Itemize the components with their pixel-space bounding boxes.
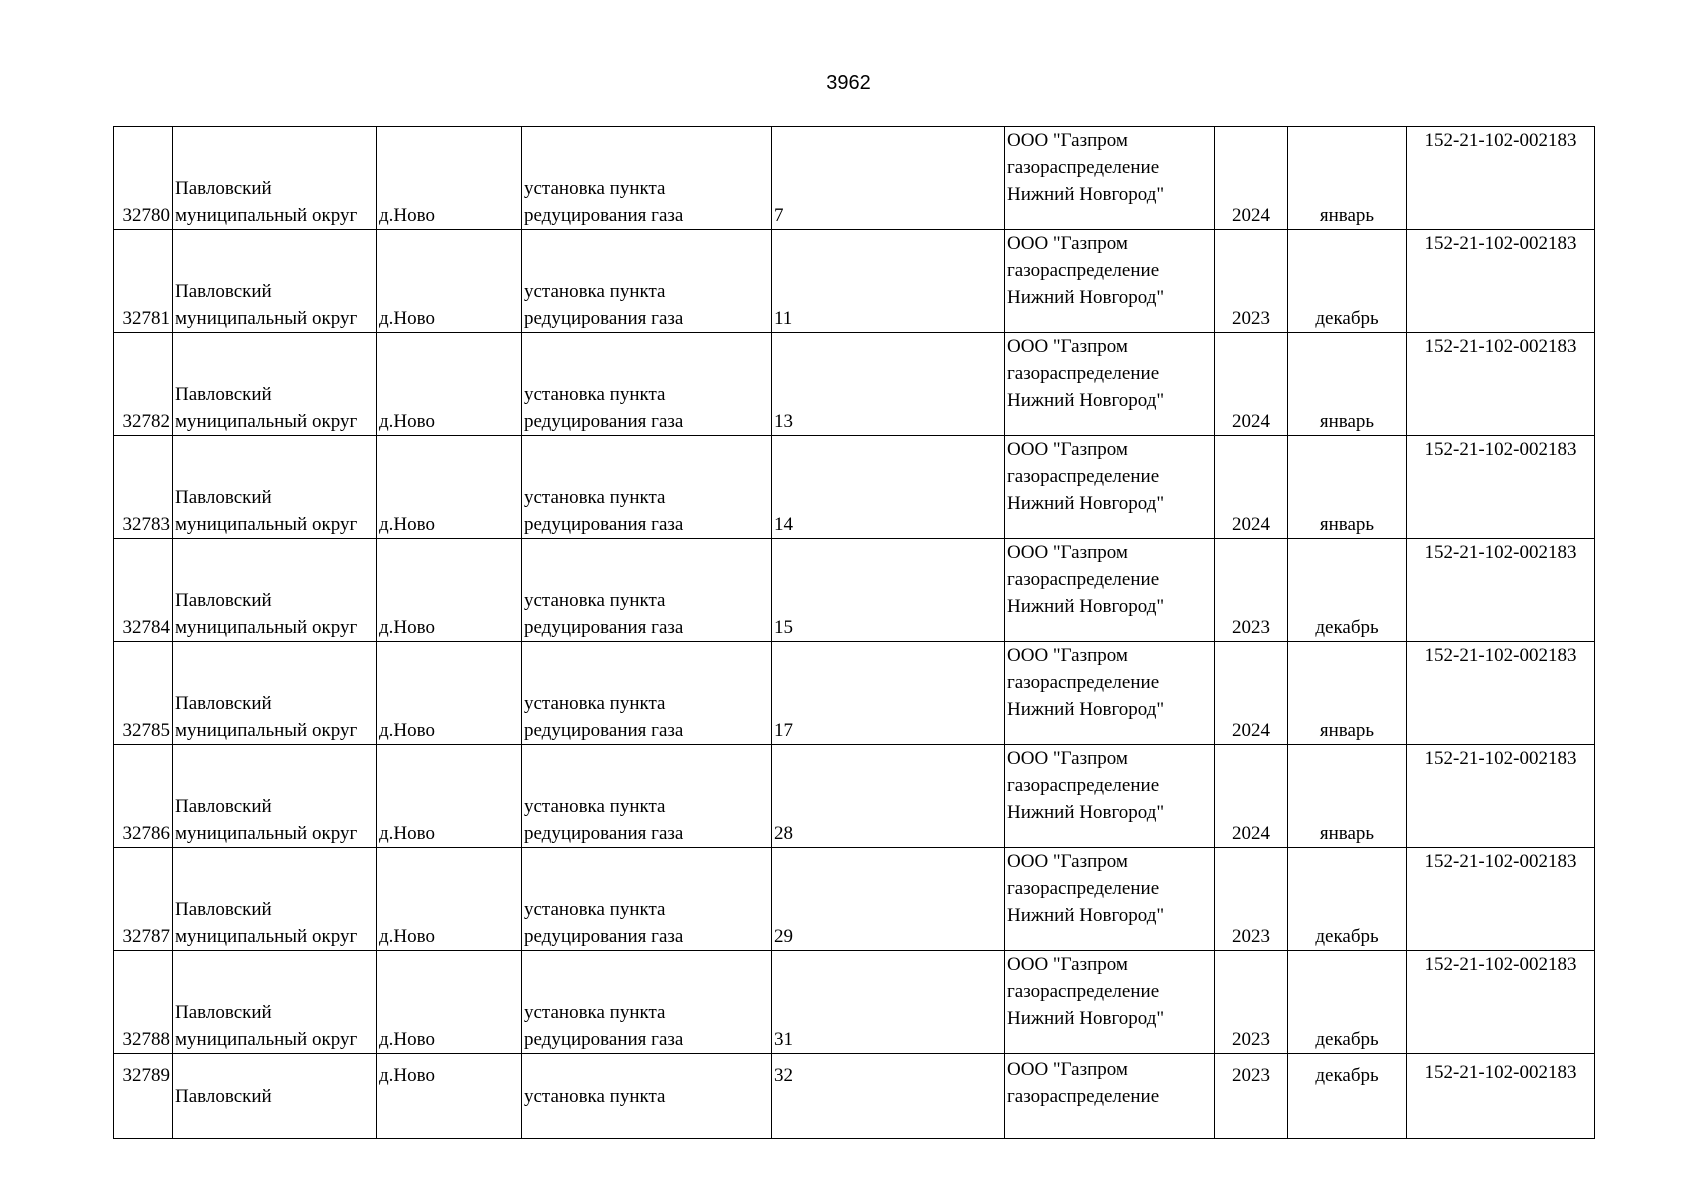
record-number: 32786 xyxy=(122,823,170,844)
district-cell xyxy=(173,745,377,848)
month: декабрь xyxy=(1315,926,1379,947)
work-type-line1: установка пункта xyxy=(524,590,666,611)
code-cell xyxy=(1407,127,1595,230)
house-number: 29 xyxy=(774,926,793,947)
table-row xyxy=(114,333,1595,436)
organization-line2: газораспределение xyxy=(1007,363,1160,384)
district-cell xyxy=(173,230,377,333)
organization-line1: ООО "Газпром xyxy=(1007,542,1128,563)
month-cell xyxy=(1288,642,1407,745)
table-row xyxy=(114,745,1595,848)
house-cell xyxy=(772,745,1005,848)
year: 2023 xyxy=(1232,1065,1270,1086)
year-cell xyxy=(1215,230,1288,333)
table-row xyxy=(114,436,1595,539)
district-cell xyxy=(173,951,377,1054)
registry-code: 152-21-102-002183 xyxy=(1424,645,1577,666)
organization-line1: ООО "Газпром xyxy=(1007,851,1128,872)
district-line1: Павловский xyxy=(175,384,272,405)
year-cell xyxy=(1215,642,1288,745)
district-line2: муниципальный округ xyxy=(175,926,358,947)
record-number: 32780 xyxy=(122,205,170,226)
work-type-cell xyxy=(522,745,772,848)
page-number: 3962 xyxy=(826,72,871,94)
work-type-line2: редуцирования газа xyxy=(524,514,684,535)
record-number-cell xyxy=(114,642,173,745)
house-number: 7 xyxy=(774,205,784,226)
code-cell xyxy=(1407,745,1595,848)
district-cell xyxy=(173,436,377,539)
organization-line1: ООО "Газпром xyxy=(1007,233,1128,254)
locality-cell xyxy=(377,848,522,951)
work-type-cell xyxy=(522,1054,772,1139)
organization-cell xyxy=(1005,539,1215,642)
registry-code: 152-21-102-002183 xyxy=(1424,748,1577,769)
organization-line1: ООО "Газпром xyxy=(1007,748,1128,769)
month: январь xyxy=(1319,514,1375,535)
locality-cell xyxy=(377,436,522,539)
organization-cell xyxy=(1005,951,1215,1054)
district-line2: муниципальный округ xyxy=(175,823,358,844)
district-cell xyxy=(173,539,377,642)
work-type-line1: установка пункта xyxy=(524,1002,666,1023)
record-number: 32785 xyxy=(122,720,170,741)
organization-line3: Нижний Новгород" xyxy=(1007,1008,1165,1029)
house-number: 15 xyxy=(774,617,793,638)
district-line1: Павловский xyxy=(175,693,272,714)
locality-cell xyxy=(377,1054,522,1139)
code-cell xyxy=(1407,333,1595,436)
code-cell xyxy=(1407,539,1595,642)
work-type-line1: установка пункта xyxy=(524,693,666,714)
work-type-cell xyxy=(522,951,772,1054)
record-number-cell xyxy=(114,230,173,333)
work-type-line2: редуцирования газа xyxy=(524,308,684,329)
house-number: 14 xyxy=(774,514,793,535)
year: 2023 xyxy=(1232,308,1270,329)
district-cell xyxy=(173,848,377,951)
locality-cell xyxy=(377,230,522,333)
registry-code: 152-21-102-002183 xyxy=(1424,130,1577,151)
district-cell xyxy=(173,1054,377,1139)
district-line1: Павловский xyxy=(175,899,272,920)
house-cell xyxy=(772,848,1005,951)
locality-cell xyxy=(377,745,522,848)
year-cell xyxy=(1215,333,1288,436)
record-number-cell xyxy=(114,539,173,642)
table-body xyxy=(114,127,1595,1139)
district-line1: Павловский xyxy=(175,1002,272,1023)
record-number: 32781 xyxy=(122,308,170,329)
organization-cell xyxy=(1005,230,1215,333)
organization-cell xyxy=(1005,436,1215,539)
house-cell xyxy=(772,127,1005,230)
work-type-line2: редуцирования газа xyxy=(524,823,684,844)
registry-table xyxy=(113,126,1595,1139)
month: январь xyxy=(1319,411,1375,432)
district-line2: муниципальный округ xyxy=(175,205,358,226)
locality-cell xyxy=(377,333,522,436)
record-number-cell xyxy=(114,951,173,1054)
month: январь xyxy=(1319,720,1375,741)
organization-cell xyxy=(1005,127,1215,230)
house-number: 11 xyxy=(774,308,793,329)
organization-line3: Нижний Новгород" xyxy=(1007,596,1165,617)
organization-line3: Нижний Новгород" xyxy=(1007,905,1165,926)
code-cell xyxy=(1407,436,1595,539)
organization-line2: газораспределение xyxy=(1007,260,1160,281)
record-number: 32789 xyxy=(122,1065,170,1086)
organization-line1: ООО "Газпром xyxy=(1007,336,1128,357)
organization-line3: Нижний Новгород" xyxy=(1007,390,1165,411)
organization-line2: газораспределение xyxy=(1007,569,1160,590)
registry-code: 152-21-102-002183 xyxy=(1424,439,1577,460)
house-cell xyxy=(772,436,1005,539)
record-number-cell xyxy=(114,333,173,436)
table-row xyxy=(114,951,1595,1054)
organization-line3: Нижний Новгород" xyxy=(1007,802,1165,823)
work-type-cell xyxy=(522,230,772,333)
registry-code: 152-21-102-002183 xyxy=(1424,336,1577,357)
record-number: 32784 xyxy=(122,617,170,638)
work-type-line1: установка пункта xyxy=(524,796,666,817)
district-line1: Павловский xyxy=(175,487,272,508)
house-number: 13 xyxy=(774,411,793,432)
work-type-line2: редуцирования газа xyxy=(524,720,684,741)
table-row xyxy=(114,127,1595,230)
organization-cell xyxy=(1005,333,1215,436)
house-cell xyxy=(772,642,1005,745)
work-type-line1: установка пункта xyxy=(524,384,666,405)
organization-line2: газораспределение xyxy=(1007,672,1160,693)
year: 2024 xyxy=(1232,411,1270,432)
locality-cell xyxy=(377,642,522,745)
work-type-line1: установка пункта xyxy=(524,281,666,302)
year: 2024 xyxy=(1232,205,1270,226)
organization-line3: Нижний Новгород" xyxy=(1007,699,1165,720)
work-type-cell xyxy=(522,436,772,539)
organization-line2: газораспределение xyxy=(1007,878,1160,899)
year: 2023 xyxy=(1232,617,1270,638)
year: 2024 xyxy=(1232,823,1270,844)
work-type-cell xyxy=(522,333,772,436)
organization-line1: ООО "Газпром xyxy=(1007,130,1128,151)
year-cell xyxy=(1215,127,1288,230)
work-type-line2: редуцирования газа xyxy=(524,205,684,226)
month-cell xyxy=(1288,230,1407,333)
year: 2023 xyxy=(1232,926,1270,947)
year: 2023 xyxy=(1232,1029,1270,1050)
year-cell xyxy=(1215,951,1288,1054)
month: декабрь xyxy=(1315,617,1379,638)
registry-code: 152-21-102-002183 xyxy=(1424,851,1577,872)
code-cell xyxy=(1407,951,1595,1054)
house-number: 28 xyxy=(774,823,793,844)
house-number: 17 xyxy=(774,720,793,741)
table-row xyxy=(114,848,1595,951)
table-row xyxy=(114,230,1595,333)
month: декабрь xyxy=(1315,1029,1379,1050)
work-type-line2: редуцирования газа xyxy=(524,1029,684,1050)
district-line2: муниципальный округ xyxy=(175,1029,358,1050)
work-type-line2: редуцирования газа xyxy=(524,926,684,947)
month: январь xyxy=(1319,205,1375,226)
organization-line3: Нижний Новгород" xyxy=(1007,184,1165,205)
table-row xyxy=(114,1054,1595,1139)
year-cell xyxy=(1215,436,1288,539)
month-cell xyxy=(1288,539,1407,642)
code-cell xyxy=(1407,230,1595,333)
month: январь xyxy=(1319,823,1375,844)
registry-code: 152-21-102-002183 xyxy=(1424,233,1577,254)
house-cell xyxy=(772,230,1005,333)
registry-code: 152-21-102-002183 xyxy=(1424,1062,1577,1083)
locality: д.Ново xyxy=(379,514,435,535)
table-row xyxy=(114,642,1595,745)
organization-line2: газораспределение xyxy=(1007,775,1160,796)
record-number: 32782 xyxy=(122,411,170,432)
table-row xyxy=(114,539,1595,642)
locality: д.Ново xyxy=(379,205,435,226)
organization-line3: Нижний Новгород" xyxy=(1007,287,1165,308)
locality: д.Ново xyxy=(379,308,435,329)
locality: д.Ново xyxy=(379,1029,435,1050)
organization-cell xyxy=(1005,642,1215,745)
locality: д.Ново xyxy=(379,823,435,844)
organization-line1: ООО "Газпром xyxy=(1007,439,1128,460)
district-line2: муниципальный округ xyxy=(175,617,358,638)
month-cell xyxy=(1288,333,1407,436)
record-number-cell xyxy=(114,848,173,951)
month-cell xyxy=(1288,848,1407,951)
locality-cell xyxy=(377,951,522,1054)
locality: д.Ново xyxy=(379,926,435,947)
record-number: 32787 xyxy=(122,926,170,947)
month-cell xyxy=(1288,436,1407,539)
district-line1: Павловский xyxy=(175,590,272,611)
district-cell xyxy=(173,642,377,745)
month-cell xyxy=(1288,951,1407,1054)
work-type-line1: установка пункта xyxy=(524,178,666,199)
district-line2: муниципальный округ xyxy=(175,308,358,329)
house-number: 32 xyxy=(774,1065,793,1086)
locality: д.Ново xyxy=(379,720,435,741)
district-line2: муниципальный округ xyxy=(175,514,358,535)
house-cell xyxy=(772,333,1005,436)
record-number-cell xyxy=(114,1054,173,1139)
year: 2024 xyxy=(1232,720,1270,741)
district-line2: муниципальный округ xyxy=(175,720,358,741)
work-type-line1: установка пункта xyxy=(524,1086,666,1107)
code-cell xyxy=(1407,1054,1595,1139)
work-type-cell xyxy=(522,848,772,951)
locality-cell xyxy=(377,539,522,642)
year-cell xyxy=(1215,1054,1288,1139)
month: декабрь xyxy=(1315,308,1379,329)
month-cell xyxy=(1288,745,1407,848)
organization-cell xyxy=(1005,1054,1215,1139)
locality: д.Ново xyxy=(379,617,435,638)
house-cell xyxy=(772,539,1005,642)
organization-line1: ООО "Газпром xyxy=(1007,645,1128,666)
work-type-line1: установка пункта xyxy=(524,899,666,920)
code-cell xyxy=(1407,642,1595,745)
month-cell xyxy=(1288,1054,1407,1139)
organization-line1: ООО "Газпром xyxy=(1007,954,1128,975)
locality: д.Ново xyxy=(379,411,435,432)
house-number: 31 xyxy=(774,1029,793,1050)
record-number-cell xyxy=(114,745,173,848)
district-cell xyxy=(173,333,377,436)
organization-line1: ООО "Газпром xyxy=(1007,1059,1128,1080)
organization-line2: газораспределение xyxy=(1007,1086,1160,1107)
record-number: 32788 xyxy=(122,1029,170,1050)
organization-line2: газораспределение xyxy=(1007,466,1160,487)
record-number-cell xyxy=(114,436,173,539)
locality: д.Ново xyxy=(379,1065,435,1086)
organization-line2: газораспределение xyxy=(1007,981,1160,1002)
organization-line3: Нижний Новгород" xyxy=(1007,493,1165,514)
registry-code: 152-21-102-002183 xyxy=(1424,542,1577,563)
record-number-cell xyxy=(114,127,173,230)
district-line2: муниципальный округ xyxy=(175,411,358,432)
year-cell xyxy=(1215,539,1288,642)
locality-cell xyxy=(377,127,522,230)
work-type-cell xyxy=(522,642,772,745)
registry-code: 152-21-102-002183 xyxy=(1424,954,1577,975)
code-cell xyxy=(1407,848,1595,951)
work-type-line2: редуцирования газа xyxy=(524,411,684,432)
work-type-cell xyxy=(522,127,772,230)
year-cell xyxy=(1215,745,1288,848)
district-line1: Павловский xyxy=(175,281,272,302)
district-cell xyxy=(173,127,377,230)
month-cell xyxy=(1288,127,1407,230)
work-type-line2: редуцирования газа xyxy=(524,617,684,638)
work-type-line1: установка пункта xyxy=(524,487,666,508)
organization-cell xyxy=(1005,848,1215,951)
district-line1: Павловский xyxy=(175,178,272,199)
house-cell xyxy=(772,1054,1005,1139)
year: 2024 xyxy=(1232,514,1270,535)
organization-cell xyxy=(1005,745,1215,848)
house-cell xyxy=(772,951,1005,1054)
district-line1: Павловский xyxy=(175,1086,272,1107)
work-type-cell xyxy=(522,539,772,642)
district-line1: Павловский xyxy=(175,796,272,817)
year-cell xyxy=(1215,848,1288,951)
organization-line2: газораспределение xyxy=(1007,157,1160,178)
record-number: 32783 xyxy=(122,514,170,535)
month: декабрь xyxy=(1315,1065,1379,1086)
